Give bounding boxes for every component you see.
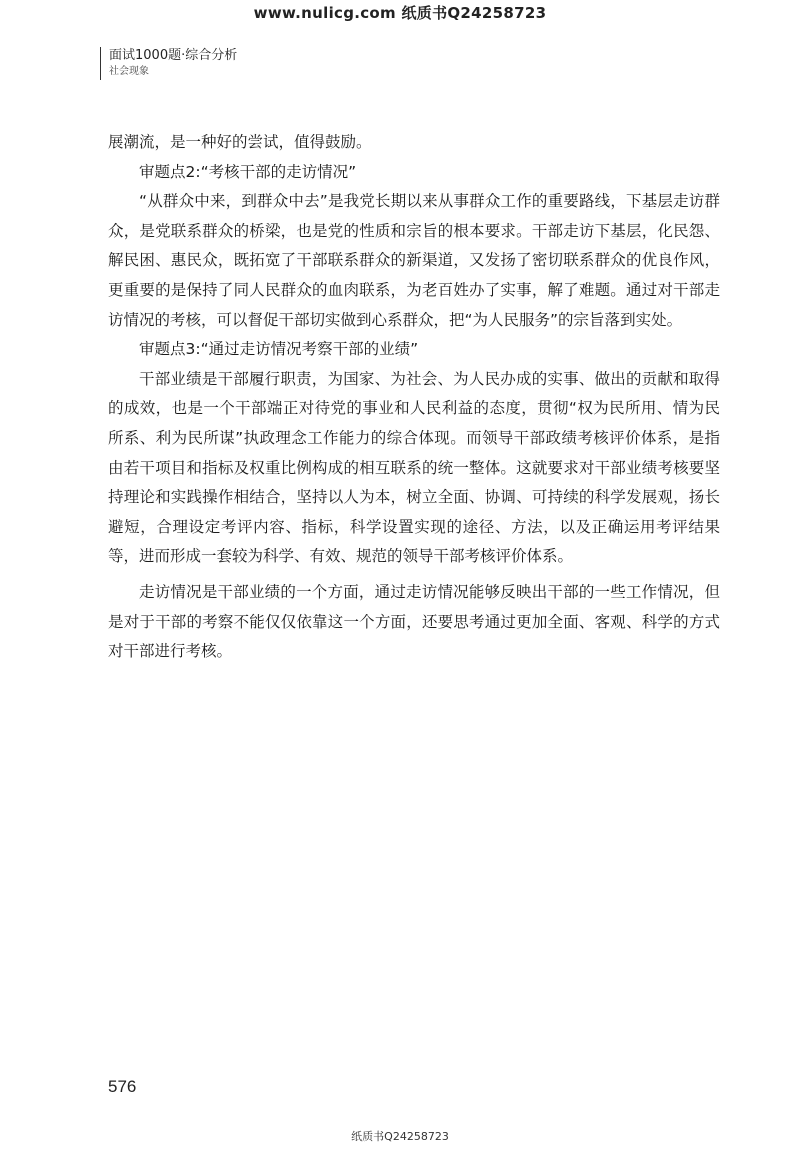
page-number: 576 xyxy=(108,1077,137,1096)
paragraph: 干部业绩是干部履行职责，为国家、为社会、为人民办成的实事、做出的贡献和取得的成效，也是一个干部端正对待党的事业和人民利益的态度，贯彻“权为民所用、情为民所系、利为民所谋”执政理念工作能力的综合体现。而领导干部政绩考核评价体系，是指由若干项目和指标及权重比例构成的相互联系的统一整体。这就要求对干部业绩考核要坚持理论和实践操作相结合，坚持以人为本，树立全面、协调、可持续的科学发展观，扬长避短，合理设定考评内容、指标，科学设置实现的途径、方法，以及正确运用考评结果等，进而形成一套较为科学、有效、规范的领导干部考核评价体系。 xyxy=(108,369,720,566)
book-title: 面试1000题·综合分析 xyxy=(109,48,238,63)
top-watermark: www.nulicg.com 纸质书Q24258723 xyxy=(253,4,547,22)
paragraph-continuation: 展潮流，是一种好的尝试，值得鼓励。 xyxy=(108,133,372,151)
review-point-heading: 审题点2:“考核干部的走访情况” xyxy=(139,162,357,181)
paragraph: “从群众中来，到群众中去”是我党长期以来从事群众工作的重要路线，下基层走访群众，是党联系群众的桥梁，也是党的性质和宗旨的根本要求。干部走访下基层，化民怨、解民困、惠民众，既拓宽了干部联系群众的新渠道，又发扬了密切联系群众的优良作风，更重要的是保持了同人民群众的血肉联系，为老百姓办了实事，解了难题。通过对干部走访情况的考核，可以督促干部切实做到心系群众，把“为人民服务”的宗旨落到实处。 xyxy=(108,192,720,329)
review-point-heading: 审题点3:“通过走访情况考察干部的业绩” xyxy=(139,340,419,359)
paragraph: 走访情况是干部业绩的一个方面，通过走访情况能够反映出干部的一些工作情况，但是对于干部的考察不能仅仅依靠这一个方面，还要思考通过更加全面、客观、科学的方式对干部进行考核。 xyxy=(108,582,720,661)
bottom-watermark: 纸质书Q24258723 xyxy=(351,1130,449,1143)
body-text xyxy=(108,128,720,667)
running-header xyxy=(100,47,237,80)
section-title: 社会现象 xyxy=(109,66,149,77)
